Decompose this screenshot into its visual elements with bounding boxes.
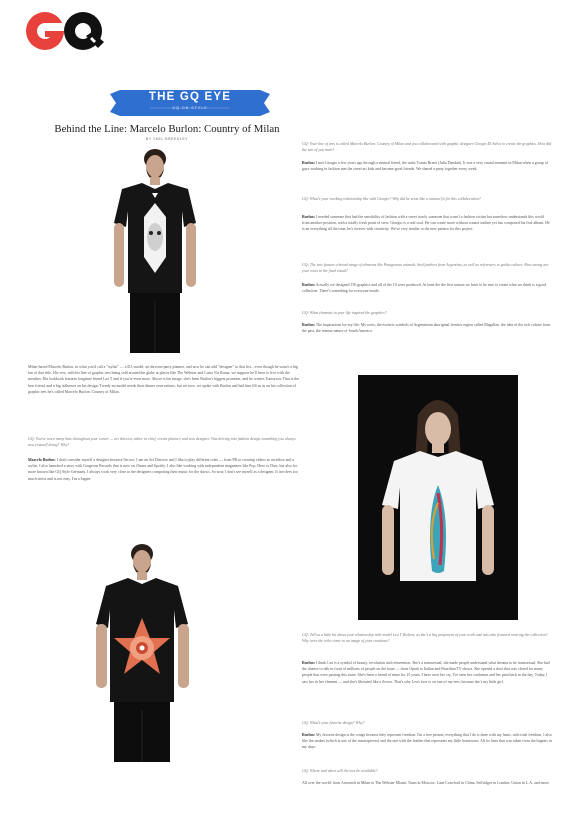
answer-text: I think Lea is a symbol of beauty, revolution and reinvention. She's a transsexual, she made people understand what dreams to be transsexual. She had the chance to talk in front of millions of people on the issue — from Oprah to Italian and Brazilian TV shows. She opened a door that was closed for many people that were passing this issue. She's been a friend of mine for 15 years. I have seen her cry, I've seen her confusion and her pain back in the day. Today, I saw her in her element — and she's liberated like a flower. That's why Lea's face is on one of my tees, because she's my little girl. <box>302 661 550 684</box>
answer-text: Actually we designed 150 graphics and all of the 10 were produced. At least the the first season we have to be true to create what we think is a good collection. There's something for everyone inside. <box>302 283 547 294</box>
right-answer-4 <box>302 322 552 334</box>
gq-logo[interactable] <box>20 6 110 56</box>
right-answer-5 <box>302 660 552 685</box>
right-question-3: GQ: The tees feature a broad range of elements like Patagonian animals, bird feathers from Argentina, as well as references to gothic culture. How strong are your roots in the final visual? <box>302 263 549 274</box>
right-answer-1 <box>302 160 552 172</box>
right-answer-3 <box>302 282 552 294</box>
answer-speaker-label: Marcelo Burlon: <box>28 458 56 462</box>
right-answer-6 <box>302 732 552 751</box>
answer-speaker-label: Burlon: <box>302 161 315 165</box>
answer-text: I needed someone that had the sensibility of fashion with a street touch; someone that wasn't a fashion victim but somehow understands this world from another position, with a totally fresh point of view. Giorgio is a real soul. He can create more without a mass outline yet has composed his first album. He is an everything all the time, he's forever with creativity. We've very similar to the new pattern for this project. <box>302 215 550 232</box>
photo-man-black-tee <box>100 145 210 360</box>
article-byline: BY YAEL BREEDLEY <box>145 137 189 141</box>
banner-title: THE GQ EYE <box>148 91 232 103</box>
article-title: Behind the Line: Marcelo Burlon: Country of Milan <box>54 123 280 135</box>
intro-paragraph: Milan-based Marcelo Burlon, in what you'd call a "stylist" — a DJ, model, art director/party planner, and now he can add "designer" to that list... even though he wasn't a big fan of that title. His vest, with his line of graphic tees being sold around the globe at places like The Webster and Luisa Via Roma, we suppose he'll have to live with the moniker. His lookbook features longtime friend Lea T and if you're even more. Above is his image, she's been Burlon's biggest promoter, and he creates Tomorrow That is the best friend, and a big influence on his design. Trendy no model needs their dinner reservations, but we now, we spoke with Burlon and had him fill us in on his collection of graphic tees he's called Marcelo Burlon: Country of Milan. <box>28 365 300 394</box>
answer-text: The inspirations for my life: My roots, the esoteric symbols of Argentinean aboriginal frontier region called Magallan, the idea of the rich culture from the past, the intense nature of South America. <box>302 323 551 334</box>
left-answer-1 <box>28 457 300 482</box>
answer-text: I don't consider myself a designer because I'm not. I am an Art Director and I like to play different roles — from PR to creating videos as an editor and a stylist. I also launched a story with Gorgeous Records that is now on iTunes and Spotify. I also like working with independent magazines like Pop, Hero or Dust, but also for more known like GQ Style Germany. I always work very close to the designers composing their music for the shows. So now, I don't see myself as a designer. It involves too much stress and is not easy. I'm a hippie. <box>28 458 298 481</box>
right-question-4: GQ: What elements in your life inspired the graphics? <box>302 311 387 315</box>
left-question-1: GQ: You've worn many hats throughout your career — art director, editor in chief, events planner, and now designer. Was delving into fashion design something you always saw yourself doing? Why? <box>28 437 296 448</box>
right-answer-7: All over the world: from Antonioli in Milan to The Webster Miami, Tsum in Moscow, Lane Crawford in China, Selfridges in London, Union in L.A. and more. <box>302 781 550 785</box>
answer-text: My favorite design is the wings because they represent freedom. I'm a free person; everything that I do is done with my heart, with total freedom. I also like the snakes (which is one of the masterpieces) and the one with the feather that represents my little hometown. All its lines that was taken from the hippies in my days. <box>302 733 552 750</box>
answer-speaker-label: Burlon: <box>302 215 315 219</box>
answer-text: I met Giorgio a few years ago through a mutual friend, the artist Tomas Breen (Julia Dandan). It was a very casual moment in Milan when a group of guys working in fashion met the street art kids and became good friends. We shared a party together every week. <box>302 161 549 172</box>
right-question-5: GQ: Tell us a little bit about your relationship with model Lea T Kiebert, as she's a big proponent of your work and was also featured wearing the collection? Why were the roles come to an image of your creations? <box>302 633 548 644</box>
answer-speaker-label: Burlon: <box>302 283 315 287</box>
right-question-6: GQ: What's your favorite design? Why? <box>302 721 365 725</box>
right-answer-2 <box>302 214 552 233</box>
right-question-2: GQ: What's your working relationship like with Giorgio? Why did he seem like a natural fit for this collaboration? <box>302 197 481 201</box>
right-question-1: GQ: Your line of tees is called Marcelo Burlon: Country of Milan and you collaborated with graphic designer Giorgio Di Salvo to create the graphics. How did the two of you meet? <box>302 142 552 153</box>
photo-man-red-graphic-tee <box>88 540 198 770</box>
banner-subtitle: GQ ON STYLE <box>172 106 208 110</box>
right-question-7: GQ: Where and when will the tees be available? <box>302 769 378 773</box>
answer-speaker-label: Burlon: <box>302 733 315 737</box>
photo-woman-white-tee <box>358 375 518 620</box>
answer-speaker-label: Burlon: <box>302 661 315 665</box>
answer-speaker-label: Burlon: <box>302 323 315 327</box>
